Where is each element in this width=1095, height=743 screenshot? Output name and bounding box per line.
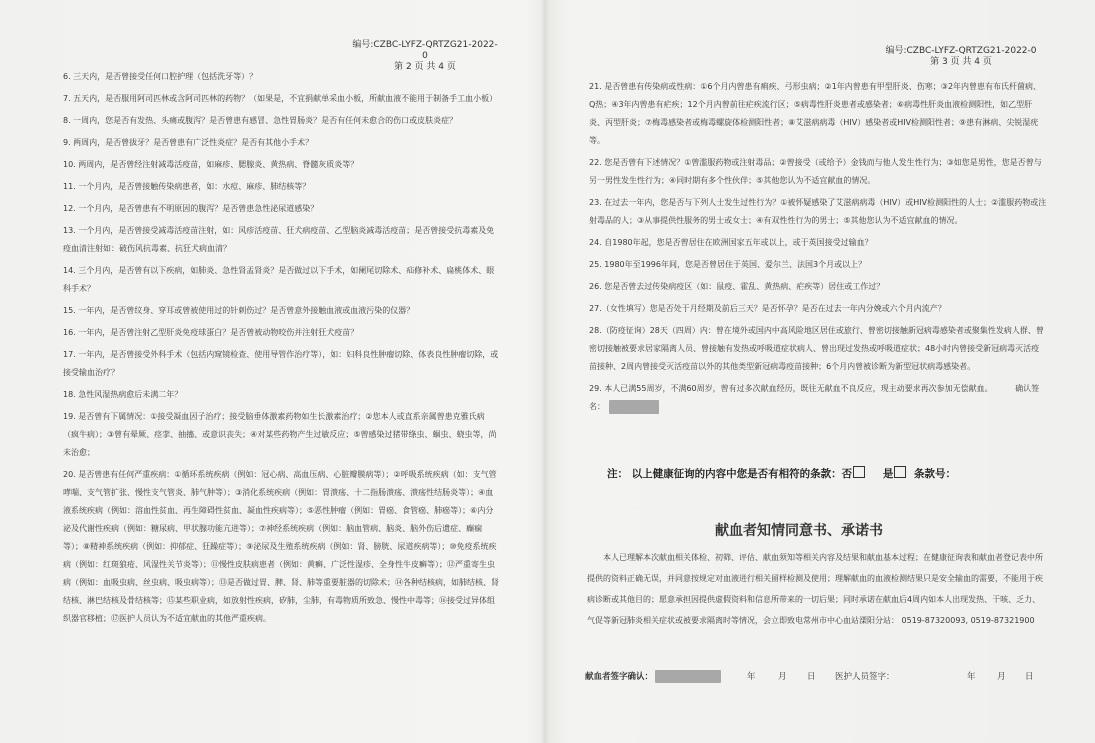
question-item: 9. 两周内，是否曾拔牙？是否曾患有广泛性炎症？是否有其他小手术？ bbox=[63, 138, 314, 147]
question-item: 20. 是否曾患有任何严重疾病：①循环系统疾病（例如：冠心病、高血压病、心脏瓣膜病等）；②呼吸系统疾病（如：支气管哮喘、支气管扩张、慢性支气管炎、肺气肿等）；③消化系统疾病（例如：胃溃疡、十二指肠溃疡、溃疡性结肠炎等）；④血液系统疾病（例如：溶血性贫血、再生障碍性贫血、凝血性疾病等）；⑤恶性肿瘤（例如：胃癌、食管癌、肺癌等）；⑥内分泌及代谢性疾病（例如：糖尿病、甲状腺功能亢进等）；⑦神经系统疾病（例如：脑血管病、脑炎、脑外伤后遗症、癫痫等）；⑧精神系统疾病（例如：抑郁症、狂躁症等）；⑨泌尿及生殖系统疾病（例如：肾、膀胱、尿道疾病等）；⑩免疫系统疾病（例如：红斑狼疮、风湿性关节炎等）；⑪慢性皮肤病患者（例如：黄癣、广泛性湿疹、全身性牛皮癣等）；⑫严重寄生虫病（例如：血吸虫病、丝虫病、吸虫病等）；⑬是否做过胃、脾、肾、肺等重要脏器的切除术；⑭各种结核病，如肺结核、肾结核、淋巴结核及骨结核等；⑮某些职业病，如放射性疾病，矽肺，尘肺，有毒物质所致急、慢性中毒等；⑯接受过异体组织器官移植；⑰医护人员认为不适宜献血的其他严重疾病。 bbox=[63, 470, 499, 623]
year-label: 年 bbox=[967, 672, 976, 682]
month-label: 月 bbox=[997, 672, 1006, 682]
question-item: 25. 1980年至1996年间，您是否曾居住于英国、爱尔兰、法国3个月或以上？ bbox=[589, 260, 867, 269]
question-item: 12. 一个月内，是否曾患有不明原因的腹泻？是否曾患急性泌尿道感染？ bbox=[63, 204, 319, 213]
question-item: 6. 三天内，是否曾接受任何口腔护理（包括洗牙等）？ bbox=[63, 72, 258, 81]
donor-signature-label: 献血者签字确认： bbox=[585, 670, 721, 683]
redacted-donor-signature bbox=[655, 670, 721, 683]
consent-title: 献血者知情同意书、承诺书 bbox=[715, 523, 883, 539]
question-list bbox=[63, 68, 499, 632]
question-item: 27.（女性填写）您是否处于月经期及前后三天？是否怀孕？是否在过去一年内分娩或六个月内流产？ bbox=[589, 304, 946, 313]
checkbox-no[interactable] bbox=[853, 466, 865, 478]
doc-code: 编号:CZBC-LYFZ-QRTZG21-2022-0 bbox=[885, 46, 1037, 56]
question-item: 16. 一年内，是否曾注射乙型肝炎免疫球蛋白？是否曾被动物咬伤并注射狂犬疫苗？ bbox=[63, 328, 359, 337]
question-item: 8. 一周内，您是否有发热、头痛或腹泻？是否曾患有感冒、急性胃肠炎？是否有任何未愈合的伤口或皮肤炎症？ bbox=[63, 116, 458, 125]
question-item: 18. 急性风湿热病愈后未满二年？ bbox=[63, 390, 183, 399]
question-item: 7. 五天内，是否服用阿司匹林或含阿司匹林的药物？（如果是，不宜捐献单采血小板，所献血液不能用于制备手工血小板） bbox=[63, 94, 498, 103]
question-item: 11. 一个月内，是否曾接触传染病患者，如：水痘、麻疹、肺结核等？ bbox=[63, 182, 311, 191]
year-label: 年 bbox=[747, 672, 756, 682]
page-2 bbox=[0, 0, 541, 743]
question-item: 13. 一个月内，是否曾接受减毒活疫苗注射，如：风疹活疫苗、狂犬病疫苗、乙型脑炎减毒活疫苗；是否曾接受抗毒素及免疫血清注射如：破伤风抗毒素、抗狂犬病血清？ bbox=[63, 226, 495, 253]
question-item: 21. 是否曾患有传染病或性病：①6个月内曾患有痢疾、弓形虫病；②1年内曾患有甲型肝炎、伤寒；③2年内曾患有布氏杆菌病、Q热；④3年内曾患有疟疾；12个月内曾前往疟疾流行区；⑤病毒性肝炎患者或感染者；⑥病毒性肝炎血液检测阳性，如乙型肝炎、丙型肝炎；⑦梅毒感染者或梅毒螺旋体检测阳性者；⑧艾滋病病毒（HIV）感染者或HIV检测阳性者；⑨患有淋病、尖锐湿疣等。 bbox=[589, 82, 1042, 145]
confirm-signature-label: 确认签名： bbox=[589, 384, 1040, 411]
question-list bbox=[589, 78, 1047, 420]
notice-text: 注： 以上健康征询的内容中您是否有相符的条款：否 bbox=[607, 468, 853, 480]
checkbox-yes[interactable] bbox=[894, 466, 906, 478]
question-item: 24. 自1980年起，您是否曾居住在欧洲国家五年或以上，或于英国接受过输血？ bbox=[589, 238, 873, 247]
question-text: 29. 本人已满55周岁，不满60周岁，曾有过多次献血经历，既往无献血不良反应，现主动要求再次参加无偿献血。 bbox=[589, 384, 993, 393]
medical-staff-signature-label: 医护人员签字： bbox=[835, 672, 895, 682]
page-number: 第 3 页 共 4 页 bbox=[930, 57, 992, 67]
notice-item-label: 条款号： bbox=[913, 468, 956, 480]
page-fold bbox=[541, 0, 549, 743]
day-label: 日 bbox=[807, 672, 816, 682]
month-label: 月 bbox=[778, 672, 787, 682]
question-item: 28.（防疫征询）28天（四周）内：曾在境外或国内中高风险地区居住或旅行、曾密切接触新冠病毒感染者或聚集性发病人群、曾密切接触被要求居家隔离人员、曾接触有发热或呼吸道症状病人、曾出现过发热或呼吸道症状；48小时内曾接受新冠病毒灭活疫苗接种、2周内曾接受灭活疫苗以外的其他类型新冠病毒疫苗接种；6个月内曾被诊断为新型冠状病毒感染者。 bbox=[589, 326, 1044, 371]
page-header bbox=[881, 46, 1041, 68]
question-item: 22. 您是否曾有下述情况？①曾滥服药物或注射毒品；②曾接受（或给予）金钱而与他人发生性行为；③如您是男性，您是否曾与另一男性发生性行为；④同时期有多个性伙伴；⑤其他您认为不适宜献血的情况。 bbox=[589, 158, 1042, 185]
question-item: 26. 您是否曾去过传染病疫区（如：鼠疫、霍乱、黄热病、疟疾等）居住或工作过？ bbox=[589, 282, 885, 291]
consent-body: 本人已理解本次献血相关体检、初筛、评估、献血须知等相关内容及结果和献血基本过程；在健康征询表和献血者登记表中所提供的资料正确无误，并同意按规定对血液进行相关留样检测及使用；理解献血的血液检测结果只是安全输血的需要，不能用于疾病诊断或其他目的；愿意承担因提供虚假资料和信息所带来的一切后果；同时承诺在献血后4周内如本人出现发热、干咳、乏力、气促等新冠肺炎相关症状或被要求隔离时等情况，会立即致电常州市中心血站溧阳分站： 0519-87320093, 0519-87321900 bbox=[587, 553, 1043, 625]
redacted-signature bbox=[609, 400, 659, 414]
question-item: 15. 一年内，是否曾纹身、穿耳或曾被使用过的针刺伤过？是否曾意外接触血液或血液污染的仪器？ bbox=[63, 306, 415, 315]
question-item: 19. 是否曾有下属情况：①接受凝血因子治疗；接受脑垂体激素药物如生长激素治疗；②您本人或直系亲属曾患克雅氏病（疯牛病）；③曾有晕厥、痉挛、抽搐、或意识丧失；④对某些药物产生过敏反应；⑤曾感染过猪带绦虫、蛔虫、蛲虫等，尚未治愈； bbox=[63, 412, 497, 457]
question-item: 17. 一年内，是否曾接受外科手术（包括内窥镜检查、使用导管作治疗等），如：妇科良性肿瘤切除、体表良性肿瘤切除，或接受输血治疗？ bbox=[63, 350, 499, 377]
health-notice bbox=[607, 466, 956, 481]
day-label: 日 bbox=[1025, 672, 1034, 682]
question-item: 23. 在过去一年内，您是否与下列人士发生过性行为？①被怀疑感染了艾滋病病毒（HIV）或HIV检测阳性的人士；②滥服药物或注射毒品的人；③从事提供性服务的男士或女士；④有双性性行为的男士；⑤其他您认为不适宜献血的情况。 bbox=[589, 198, 1047, 225]
page-3 bbox=[549, 0, 1095, 743]
question-item: 14. 三个月内，是否曾有以下疾病，如肺炎、急性肾盂肾炎？是否做过以下手术，如阑尾切除术、疝修补术、扁桃体术、眼科手术？ bbox=[63, 266, 495, 293]
question-item: 10. 两周内，是否曾经注射减毒活疫苗，如麻疹、腮腺炎、黄热病、脊髓灰质炎等？ bbox=[63, 160, 359, 169]
page-number: 第 2 页 共 4 页 bbox=[394, 62, 456, 72]
doc-code: 编号:CZBC-LYFZ-QRTZG21-2022-0 bbox=[352, 40, 498, 61]
question-item bbox=[589, 380, 1047, 416]
notice-yes-label: 是 bbox=[882, 468, 894, 480]
